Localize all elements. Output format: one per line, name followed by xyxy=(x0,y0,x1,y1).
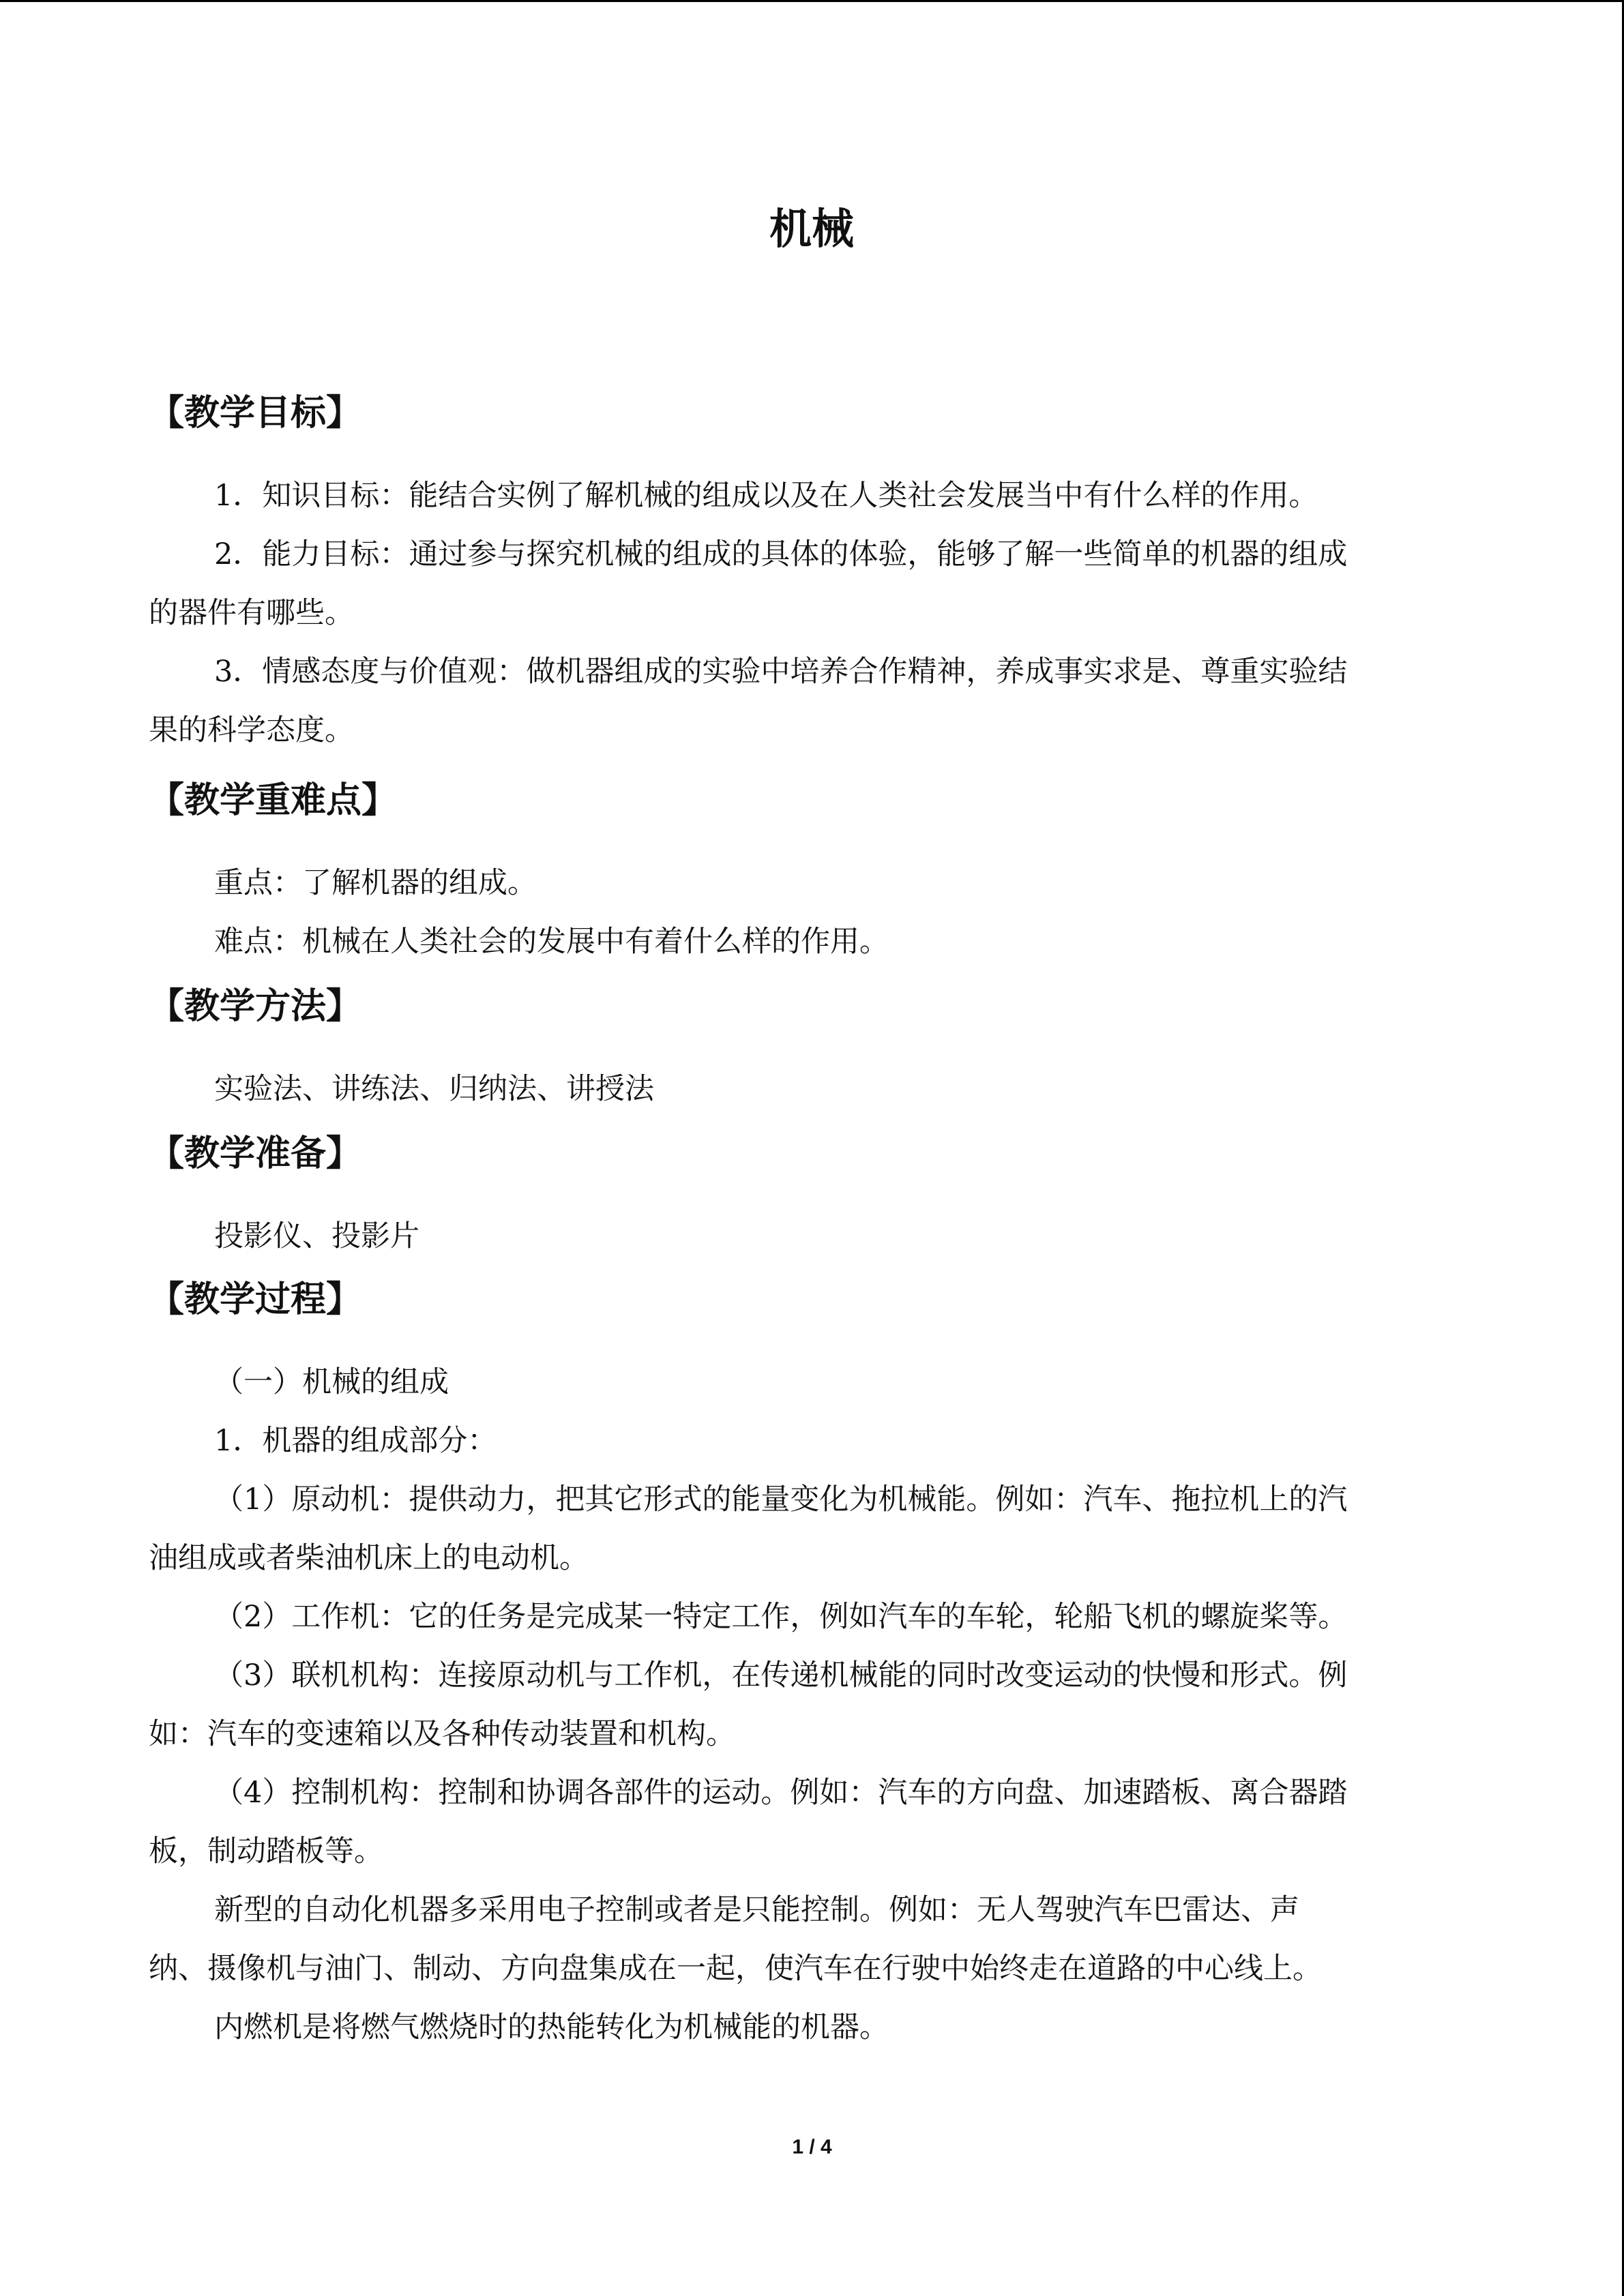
paragraph-line: 新型的自动化机器多采用电子控制或者是只能控制。例如：无人驾驶汽车巴雷达、声 xyxy=(214,1893,1299,1927)
page-border-top xyxy=(0,0,1624,2)
paragraph-line: 投影仪、投影片 xyxy=(214,1219,419,1253)
paragraph-line: （1）原动机：提供动力，把其它形式的能量变化为机械能。例如：汽车、拖拉机上的汽 xyxy=(214,1482,1348,1517)
paragraph-line: （3）联机机构：连接原动机与工作机，在传递机械能的同时改变运动的快慢和形式。例 xyxy=(214,1658,1348,1693)
section-heading-process: 【教学过程】 xyxy=(149,1279,362,1320)
paragraph-line: （2）工作机：它的任务是完成某一特定工作，例如汽车的车轮，轮船飞机的螺旋桨等。 xyxy=(214,1600,1348,1634)
page-title: 机械 xyxy=(769,204,854,254)
section-heading-goals: 【教学目标】 xyxy=(149,393,362,434)
paragraph-line: 纳、摄像机与油门、制动、方向盘集成在一起，使汽车在行驶中始终走在道路的中心线上。 xyxy=(149,1952,1322,1986)
paragraph-line: 重点：了解机器的组成。 xyxy=(214,866,537,900)
paragraph-line: 2．能力目标：通过参与探究机械的组成的具体的体验，能够了解一些简单的机器的组成 xyxy=(214,537,1348,571)
section-heading-methods: 【教学方法】 xyxy=(149,986,362,1027)
section-heading-key-points: 【教学重难点】 xyxy=(149,780,398,821)
paragraph-line: 1．知识目标：能结合实例了解机械的组成以及在人类社会发展当中有什么样的作用。 xyxy=(214,479,1318,513)
paragraph-line: 板，制动踏板等。 xyxy=(149,1834,383,1868)
paragraph-line: 3．情感态度与价值观：做机器组成的实验中培养合作精神，养成事实求是、尊重实验结 xyxy=(214,655,1348,689)
paragraph-line: 的器件有哪些。 xyxy=(149,596,354,630)
paragraph-line: 如：汽车的变速箱以及各种传动装置和机构。 xyxy=(149,1717,735,1751)
page-number: 1 / 4 xyxy=(792,2136,832,2158)
paragraph-line: 油组成或者柴油机床上的电动机。 xyxy=(149,1541,589,1575)
paragraph-line: （4）控制机构：控制和协调各部件的运动。例如：汽车的方向盘、加速踏板、离合器踏 xyxy=(214,1776,1348,1810)
paragraph-line: 难点：机械在人类社会的发展中有着什么样的作用。 xyxy=(214,925,889,959)
paragraph-line: 内燃机是将燃气燃烧时的热能转化为机械能的机器。 xyxy=(214,2010,889,2044)
paragraph-line: 果的科学态度。 xyxy=(149,713,354,747)
paragraph-line: 1．机器的组成部分： xyxy=(214,1424,497,1458)
paragraph-line: （一）机械的组成 xyxy=(214,1365,449,1399)
paragraph-line: 实验法、讲练法、归纳法、讲授法 xyxy=(214,1072,654,1106)
section-heading-preparation: 【教学准备】 xyxy=(149,1133,362,1174)
